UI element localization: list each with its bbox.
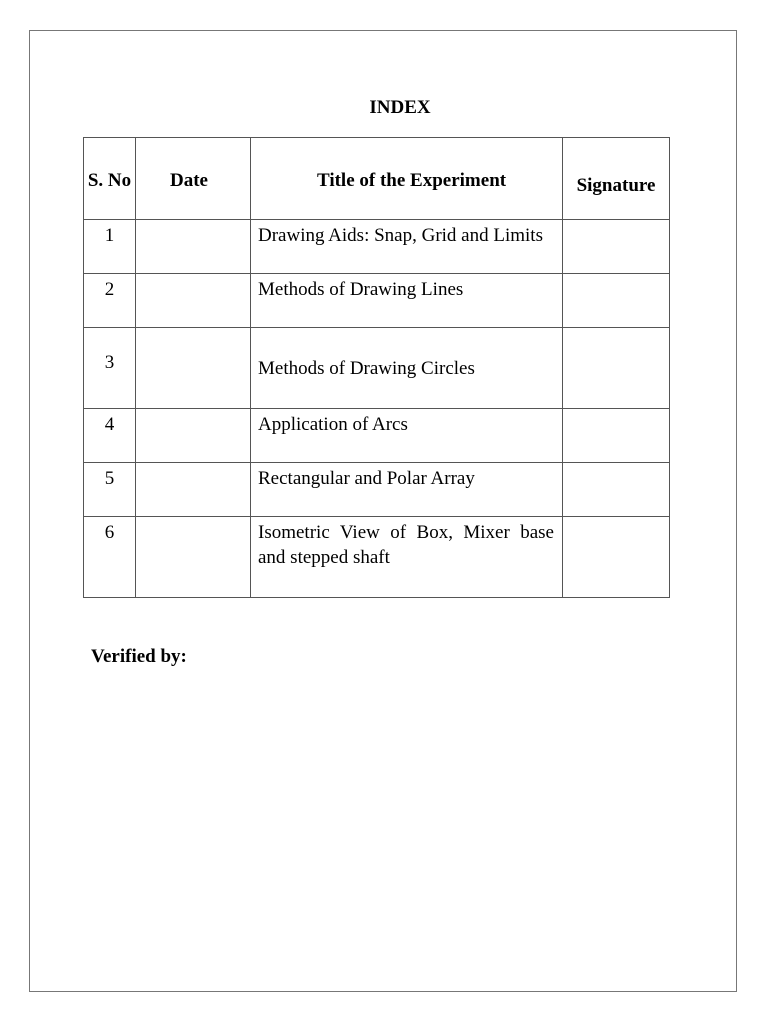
index-table — [83, 137, 670, 598]
cell-signature — [563, 517, 670, 598]
cell-signature — [563, 409, 670, 463]
cell-sno: 6 — [84, 517, 136, 598]
cell-date — [136, 517, 251, 598]
table-row — [84, 328, 670, 409]
cell-title: Application of Arcs — [251, 409, 563, 463]
verified-by-label: Verified by: — [91, 646, 187, 667]
cell-sno: 1 — [84, 220, 136, 274]
header-signature: Signature — [563, 138, 670, 220]
cell-title: Methods of Drawing Circles — [251, 328, 563, 409]
table-row — [84, 409, 670, 463]
header-date: Date — [136, 138, 251, 220]
cell-date — [136, 409, 251, 463]
cell-title: Drawing Aids: Snap, Grid and Limits — [251, 220, 563, 274]
table-row — [84, 274, 670, 328]
cell-sno: 5 — [84, 463, 136, 517]
cell-sno: 3 — [84, 328, 136, 409]
cell-signature — [563, 463, 670, 517]
cell-date — [136, 463, 251, 517]
cell-title: Rectangular and Polar Array — [251, 463, 563, 517]
cell-sno: 2 — [84, 274, 136, 328]
table-row — [84, 517, 670, 598]
header-title: Title of the Experiment — [251, 138, 563, 220]
cell-signature — [563, 328, 670, 409]
cell-title: Methods of Drawing Lines — [251, 274, 563, 328]
cell-title: Isometric View of Box, Mixer base and stepped shaft — [251, 517, 563, 598]
table-row — [84, 463, 670, 517]
cell-signature — [563, 220, 670, 274]
table-header-row — [84, 138, 670, 220]
cell-date — [136, 220, 251, 274]
table-row — [84, 220, 670, 274]
cell-signature — [563, 274, 670, 328]
header-sno: S. No — [84, 138, 136, 220]
page-title: INDEX — [369, 97, 431, 118]
cell-date — [136, 328, 251, 409]
cell-date — [136, 274, 251, 328]
cell-sno: 4 — [84, 409, 136, 463]
